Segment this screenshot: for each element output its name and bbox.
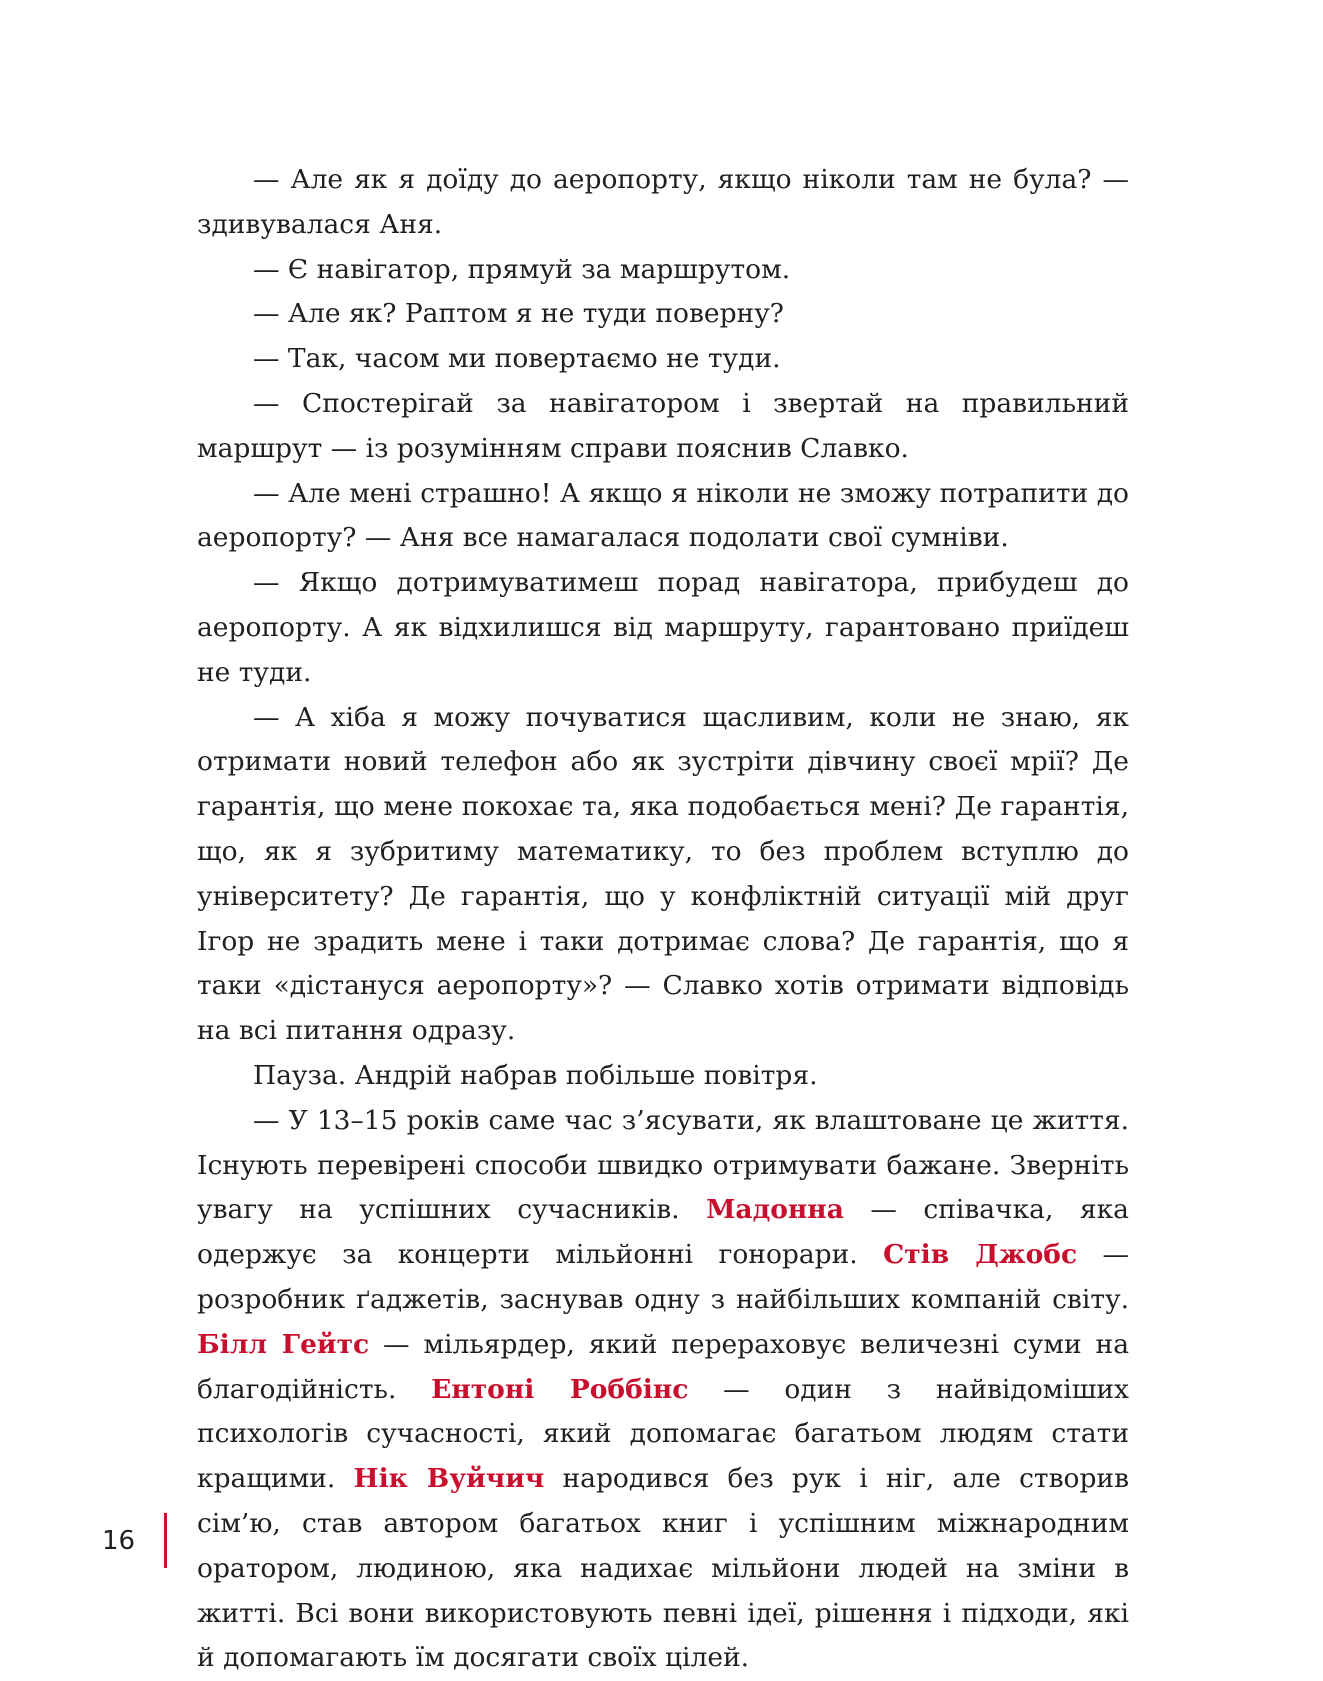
- paragraph: — А хіба я можу почуватися щасливим, коли не знаю, як отримати новий телефон або як зустріти дівчину своєї мрії? Де гарантія, що мене покохає та, яка подобається мені? Де гарантія, що, як я зубритиму математику, то без проблем вступлю до університету? Де гарантія, що у конфліктній ситуації мій друг Ігор не зрадить мене і таки дотримає слова? Де гарантія, що я таки «дістануся аеропорту»? — Славко хотів отримати відповідь на всі питання одразу.: [197, 701, 1129, 1047]
- paragraph: — Але як я доїду до аеропорту, якщо ніколи там не була? — здивувалася Аня.: [197, 164, 1129, 240]
- highlight-name: Мадонна: [706, 1194, 844, 1226]
- paragraph: — У 13–15 років саме час з’ясувати, як влаштоване це життя. Існують перевірені способи швидко отримувати бажане. Зверніть увагу на успішних сучасників. Мадонна — співачка, яка одержує за концерти мільйонні гонорари. Стів Джобс — розробник ґаджетів, заснував одну з найбільших компаній світу. Білл Гейтс — мільярдер, який перераховує величезні суми на благодійність. Ентоні Роббінс — один з найвідоміших психологів сучасності, який допомагає багатьом людям стати кращими. Нік Вуйчич народився без рук і ніг, але створив сім’ю, став автором багатьох книг і успішним міжнародним оратором, людиною, яка надихає мільйони людей на зміни в житті. Всі вони використовують певні ідеї, рішення і підходи, які й допомагають їм досягати своїх цілей.: [197, 1104, 1130, 1674]
- paragraph: — Є навігатор, прямуй за маршрутом.: [253, 253, 791, 285]
- paragraph: — Але як? Раптом я не туди поверну?: [253, 298, 784, 330]
- highlight-name: Нік Вуйчич: [353, 1463, 545, 1495]
- paragraph: — Але мені страшно! А якщо я ніколи не зможу потрапити до аеропорту? — Аня все намагалася подолати свої сумніви.: [197, 477, 1129, 554]
- body-text: [197, 158, 1129, 1681]
- paragraph: — Так, часом ми повертаємо не туди.: [253, 343, 781, 375]
- highlight-name: Стів Джобс: [883, 1239, 1078, 1271]
- page-number-divider: [164, 1513, 167, 1568]
- paragraph: — Спостерігай за навігатором і звертай на правильний маршрут — із розумінням справи пояснив Славко.: [197, 387, 1129, 464]
- highlight-name: Білл Гейтс: [197, 1328, 370, 1360]
- page-number: 16: [102, 1526, 136, 1556]
- highlight-name: Ентоні Роббінс: [431, 1373, 689, 1405]
- paragraph: — Якщо дотримуватимеш порад навігатора, прибудеш до аеропорту. А як відхилишся від маршруту, гарантовано приїдеш не туди.: [197, 567, 1129, 688]
- paragraph: Пауза. Андрій набрав побільше повітря.: [253, 1059, 818, 1091]
